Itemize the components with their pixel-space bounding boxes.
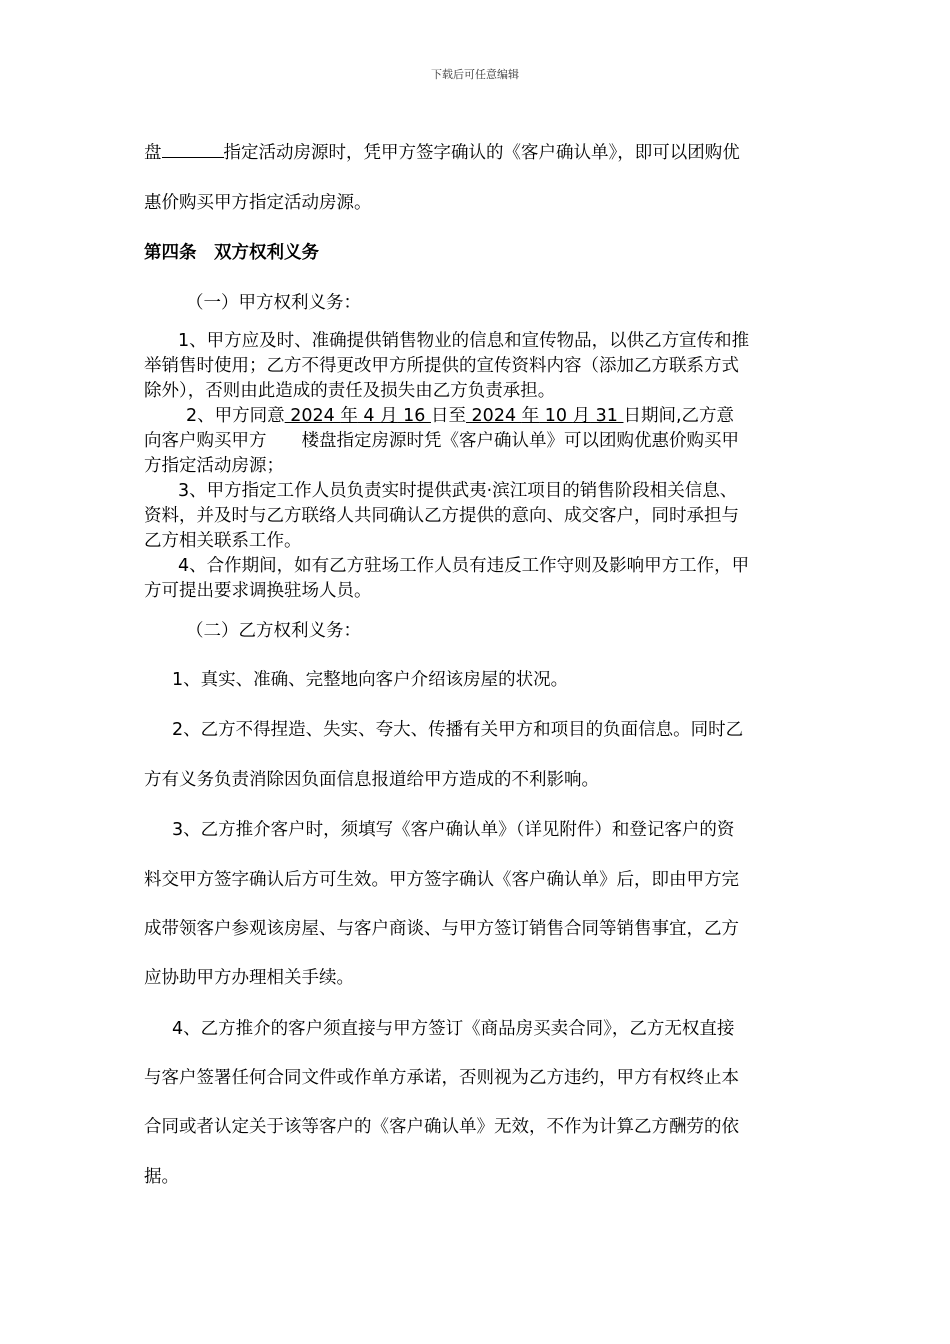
party-b-heading: （二）乙方权利义务： [186,621,361,641]
section-title: 第四条 双方权利义务 [144,243,319,263]
party-a-item-4: 4、合作期间，如有乙方驻场工作人员有违反工作守则及影响甲方工作，甲 [178,556,750,576]
party-a-item-2 [186,402,734,427]
party-a-item-2-cont: 方指定活动房源； [144,456,284,476]
party-b-item-2: 2、乙方不得捏造、失实、夸大、传播有关甲方和项目的负面信息。同时乙 [172,720,744,740]
party-b-item-3-cont: 料交甲方签字确认后方可生效。甲方签字确认《客户确认单》后，即由甲方完 [144,870,739,890]
party-b-item-4-cont: 据。 [144,1167,179,1187]
party-a-item-1: 1、甲方应及时、准确提供销售物业的信息和宣传物品，以供乙方宣传和推 [178,331,750,351]
start-day: 16 [397,406,431,426]
party-a-heading: （一）甲方权利义务： [186,293,361,313]
party-b-item-3-cont: 成带领客户参观该房屋、与客户商谈、与甲方签订销售合同等销售事宜，乙方 [144,919,739,939]
text: 月 [380,406,398,426]
party-b-item-3-cont: 应协助甲方办理相关手续。 [144,968,354,988]
text: 月 [572,406,591,426]
party-a-item-3-cont: 资料，并及时与乙方联络人共同确认乙方提供的意向、成交客户，同时承担与 [144,506,739,526]
text: 2、甲方同意 [186,406,285,426]
party-b-item-2-cont: 方有义务负责消除因负面信息报道给甲方造成的不利影响。 [144,770,599,790]
party-a-item-2-cont: 向客户购买甲方 楼盘指定房源时凭《客户确认单》可以团购优惠价购买甲 [144,431,739,451]
intro-text-start: 盘 [144,143,162,163]
start-year: 2024 [284,406,341,426]
text: 日期间,乙方意 [623,406,735,426]
end-year: 2024 [465,406,522,426]
party-b-item-1: 1、真实、准确、完整地向客户介绍该房屋的状况。 [172,670,569,690]
intro-line-2: 惠价购买甲方指定活动房源。 [144,193,372,213]
party-b-item-4-cont: 合同或者认定关于该等客户的《客户确认单》无效，不作为计算乙方酬劳的依 [144,1117,739,1137]
start-month: 4 [357,406,381,426]
end-day: 31 [590,406,624,426]
party-a-item-4-cont: 方可提出要求调换驻场人员。 [144,581,372,601]
party-a-item-3-cont: 乙方相关联系工作。 [144,531,302,551]
party-a-item-1-cont: 举销售时使用；乙方不得更改甲方所提供的宣传资料内容（添加乙方联系方式 [144,356,739,376]
party-a-item-1-cont: 除外），否则由此造成的责任及损失由乙方负责承担。 [144,381,556,401]
party-b-item-3: 3、乙方推介客户时，须填写《客户确认单》（详见附件）和登记客户的资 [172,820,735,840]
party-b-item-4: 4、乙方推介的客户须直接与甲方签订《商品房买卖合同》，乙方无权直接 [172,1019,735,1039]
end-month: 10 [539,406,573,426]
text: 日至 [430,406,466,426]
text: 年 [340,406,358,426]
text: 年 [521,406,540,426]
page-header: 下载后可任意编辑 [431,68,519,81]
blank-field [162,140,224,158]
intro-text-end: 指定活动房源时，凭甲方签字确认的《客户确认单》，即可以团购优 [223,143,740,163]
intro-line-1 [144,139,740,164]
party-b-item-4-cont: 与客户签署任何合同文件或作单方承诺，否则视为乙方违约，甲方有权终止本 [144,1068,739,1088]
party-a-item-3: 3、甲方指定工作人员负责实时提供武夷·滨江项目的销售阶段相关信息、 [178,481,738,501]
